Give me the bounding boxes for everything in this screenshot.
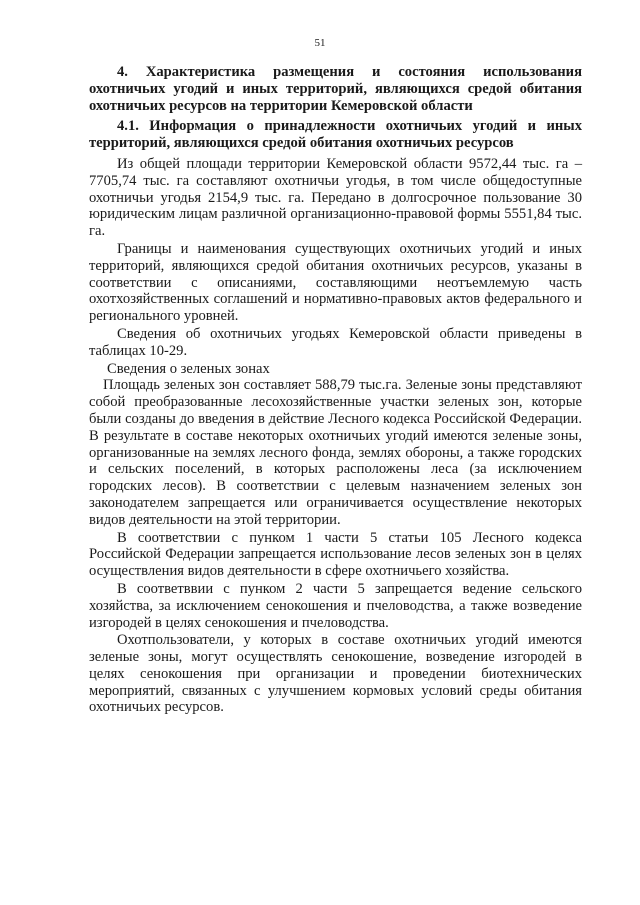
paragraph-forest-code-p1: В соответствии с пунком 1 части 5 статьи 105 Лесного кодекса Российской Федерации запрещается использование лесов зеленых зон в целях осуществления видов деятельности в сфере охотничьего хозяйства. — [89, 529, 582, 580]
paragraph-boundaries: Границы и наименования существующих охотничьих угодий и иных территорий, являющихся средой обитания охотничьих ресурсов, указаны в соответствии с описаниями, составляющими неотъемлемую часть охотхозяйственных соглашений и нормативно-правовых актов федерального и регионального уровней. — [89, 240, 582, 325]
subsection-heading: 4.1. Информация о принадлежности охотничьих угодий и иных территорий, являющихся средой обитания охотничьих ресурсов — [89, 118, 582, 152]
section-heading: 4. Характеристика размещения и состояния использования охотничьих угодий и иных территорий, являющихся средой обитания охотничьих ресурсов на территории Кемеровской области — [89, 64, 582, 114]
paragraph-forest-code-p2: В соответввии с пунком 2 части 5 запрещается ведение сельского хозяйства, за исключением сенокошения и пчеловодства, а также возведение изгородей в целях сенокошения и пчеловодства. — [89, 580, 582, 631]
document-body — [89, 64, 582, 717]
paragraph-hunting-users: Охотпользователи, у которых в составе охотничьих угодий имеются зеленые зоны, могут осуществлять сенокошение, возведение изгородей в целях сенокошения при организации и проведении биотехнических мероприятий, связанных с улучшением кормовых условий среды обитания охотничьих ресурсов. — [89, 632, 582, 716]
paragraph-tables-reference: Сведения об охотничьих угодьях Кемеровской области приведены в таблицах 10-29. — [89, 325, 582, 359]
green-zones-title: Сведения о зеленых зонах — [107, 360, 270, 377]
paragraph-area-totals: Из общей площади территории Кемеровской области 9572,44 тыс. га – 7705,74 тыс. га составляют охотничьи угодья, в том числе общедоступные охотничьи угодья 2154,9 тыс. га. Передано в долгосрочное пользование 30 юридическим лицам различной организационно-правовой формы 5551,84 тыс. га. — [89, 155, 582, 240]
paragraph-green-zones: Площадь зеленых зон составляет 588,79 тыс.га. Зеленые зоны представляют собой преобразованные лесохозяйственные участки зеленых зон, которые были созданы до введения в действие Лесного кодекса Российской Федерации. В результате в составе некоторых охотничьих угодий имеются зеленые зоны, организованные на землях лесного фонда, землях обороны, а также городских и сельских поселений, в которых расположены леса (за исключением городских лесов). В соответствии с целевым назначением зеленых зон законодателем запрещается или ограничивается осуществление некоторых видов деятельности на этой территории. — [89, 377, 582, 528]
page-number: 51 — [314, 37, 326, 49]
